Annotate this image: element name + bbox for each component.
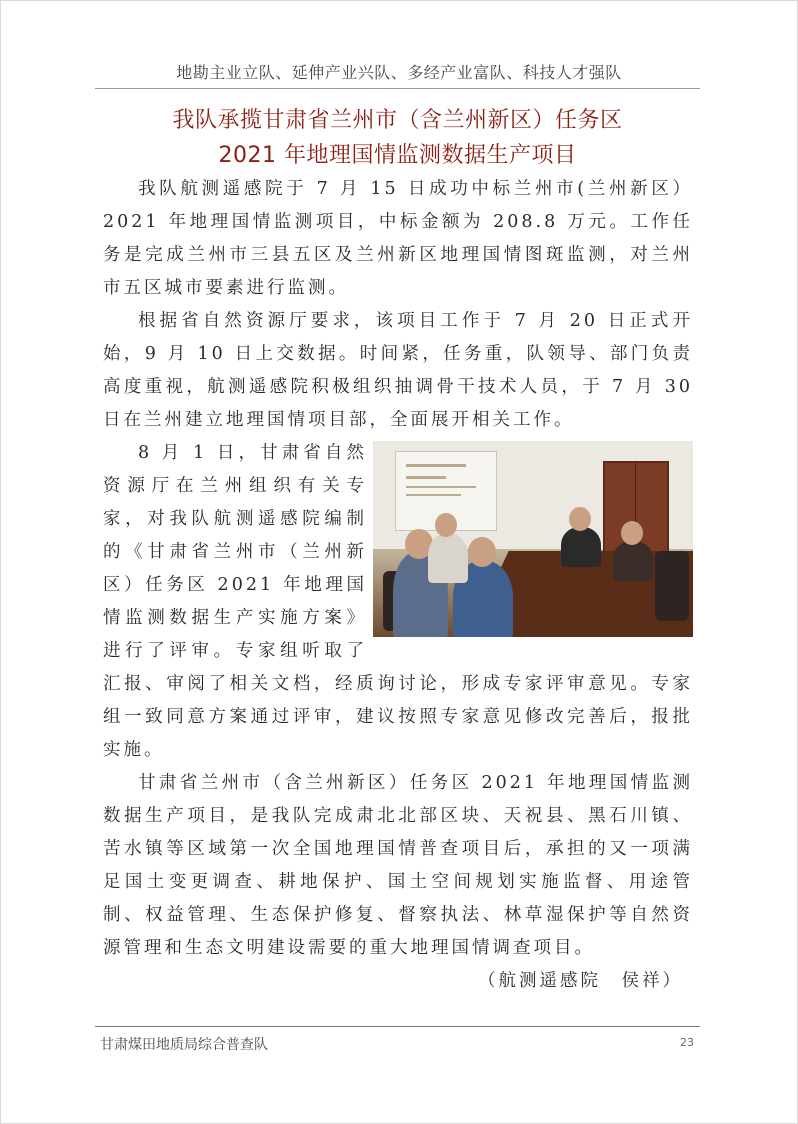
- article-title-line2: 2021 年地理国情监测数据生产项目: [218, 143, 577, 168]
- meeting-photo: [373, 441, 693, 637]
- article-title-line1: 我队承揽甘肃省兰州市（含兰州新区）任务区: [172, 108, 623, 133]
- header-motto: 地勘主业立队、延伸产业兴队、多经产业富队、科技人才强队: [176, 63, 622, 82]
- article-body: [103, 173, 693, 998]
- paragraph-4: 甘肃省兰州市（含兰州新区）任务区 2021 年地理国情监测数据生产项目，是我队完成肃北北部区块、天祝县、黑石川镇、苦水镇等区域第一次全国地理国情普查项目后，承担的又一项满足国土变更调查、耕地保护、国土空间规划实施监督、用途管制、权益管理、生态保护修复、督察执法、林草湿保护等自然资源管理和生态文明建设需要的重大地理国情调查项目。: [103, 773, 693, 958]
- page-number: 23: [680, 1036, 694, 1049]
- byline: （航测遥感院 侯祥）: [478, 971, 683, 991]
- footer-divider: [95, 1026, 700, 1027]
- paragraph-1: 我队航测遥感院于 7 月 15 日成功中标兰州市(兰州新区）2021 年地理国情监测项目，中标金额为 208.8 万元。工作任务是完成兰州市三县五区及兰州新区地理国情图斑监测，对兰州市五区城市要素进行监测。: [103, 179, 693, 298]
- paragraph-3: 8 月 1 日，甘肃省自然资源厅在兰州组织有关专家，对我队航测遥感院编制的《甘肃省兰州市（兰州新区）任务区 2021 年地理国情监测数据生产实施方案》进行了评审。专家组听取了汇报、审阅了相关文档，经质询讨论，形成专家评审意见。专家组一致同意方案通过评审，建议按照专家意见修改完善后，报批实施。: [103, 443, 693, 760]
- footer-org-name: 甘肃煤田地质局综合普查队: [100, 1037, 268, 1053]
- header-divider: [95, 88, 700, 89]
- paragraph-2: 根据省自然资源厅要求，该项目工作于 7 月 20 日正式开始，9 月 10 日上交数据。时间紧，任务重，队领导、部门负责高度重视，航测遥感院积极组织抽调骨干技术人员，于 7 月 30 日在兰州建立地理国情项目部，全面展开相关工作。: [103, 311, 693, 430]
